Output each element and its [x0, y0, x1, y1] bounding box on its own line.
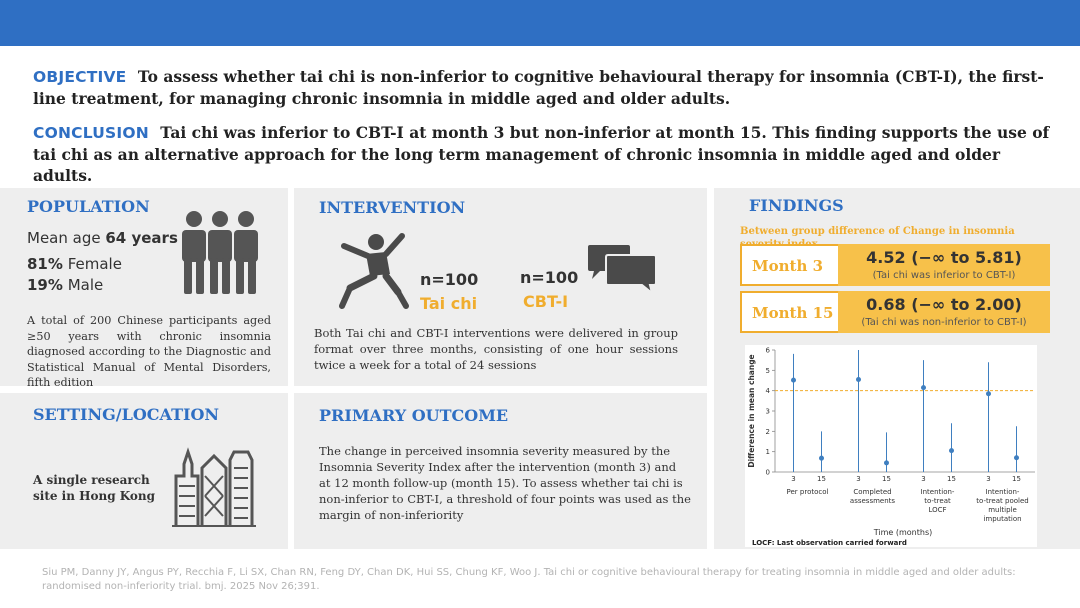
chart-y-tick-label: 6	[765, 346, 770, 355]
people-group-icon	[172, 206, 268, 298]
chart-group-label: Per protocol	[786, 488, 829, 496]
chart-point	[986, 391, 991, 396]
chart-y-tick-label: 5	[765, 366, 770, 375]
outcome-description: The change in perceived insomnia severity measured by the Insomnia Severity Index after the intervention (month 3) and at 12 month follow-up (month 15). To assess whether tai chi is non-inferior to CBT-I, a threshold of four points was used as the margin of non-inferiority	[319, 444, 691, 522]
chart-x-axis-label: Time (months)	[873, 528, 933, 537]
result-value-box	[838, 244, 1050, 286]
male-pct: 19%	[27, 276, 63, 294]
taichi-n: n=100	[420, 270, 479, 289]
chart-x-tick-label: 3	[986, 475, 991, 483]
chart-x-tick-label: 3	[921, 475, 926, 483]
chart-group-label: Completed assessments	[849, 488, 896, 505]
cbti-label: CBT-I	[523, 292, 569, 311]
result-month-3	[740, 244, 1048, 286]
chart-y-tick-label: 2	[765, 427, 770, 436]
chart-y-axis-label: Difference in mean change	[747, 354, 756, 468]
conclusion-label: CONCLUSION	[33, 124, 149, 142]
chart-footnote: LOCF: Last observation carried forward	[752, 539, 907, 547]
chart-point	[1014, 455, 1019, 460]
chart-x-tick-label: 15	[817, 475, 826, 483]
chart-marks	[775, 350, 1035, 472]
skyline-icon	[172, 446, 256, 528]
female-line	[27, 255, 122, 273]
chart-group-label: Intention-to-treat pooled multiple imputation	[976, 488, 1029, 523]
result-value: 4.52 (−∞ to 5.81)	[866, 248, 1022, 267]
chart-group-label: Intention-to-treat LOCF	[920, 488, 955, 514]
chart-point	[856, 377, 861, 382]
population-description: A total of 200 Chinese participants aged ≥50 years with chronic insomnia diagnosed according to the Diagnostic and Statistical Manual of Mental Disorders, fifth edition	[27, 314, 271, 389]
result-note: (Tai chi was non-inferior to CBT-I)	[861, 317, 1027, 328]
conclusion-paragraph	[33, 122, 1053, 186]
chart-x-tick-label: 15	[947, 475, 956, 483]
mean-age-value: 64 years	[105, 229, 178, 247]
result-month-label: Month 3	[752, 257, 824, 275]
mean-age	[27, 229, 178, 247]
findings-chart	[745, 345, 1037, 547]
chart-x-tick-label: 3	[791, 475, 796, 483]
outcome-title: PRIMARY OUTCOME	[319, 406, 509, 425]
conclusion-text: Tai chi was inferior to CBT-I at month 3 but non-inferior at month 15. This finding supports the use of tai chi as an alternative approach for the long term management of chronic insomnia in middle aged and older adults.	[33, 123, 1050, 185]
objective-label: OBJECTIVE	[33, 68, 127, 86]
chart-x-tick-label: 15	[882, 475, 891, 483]
population-title: POPULATION	[27, 197, 150, 216]
chart-y-tick-label: 1	[765, 448, 770, 457]
chart-point	[949, 448, 954, 453]
objective-paragraph	[33, 66, 1053, 109]
tai-chi-figure-icon	[336, 230, 412, 310]
findings-chart-svg	[745, 345, 1037, 547]
male-line	[27, 276, 103, 294]
chart-y-tick-label: 0	[765, 468, 770, 477]
cbti-n: n=100	[520, 268, 579, 287]
chart-point	[791, 378, 796, 383]
mean-age-label: Mean age	[27, 229, 101, 247]
female-pct: 81%	[27, 255, 63, 273]
result-value: 0.68 (−∞ to 2.00)	[866, 295, 1022, 314]
chart-point	[819, 456, 824, 461]
objective-text: To assess whether tai chi is non-inferior to cognitive behavioural therapy for insomnia (CBT-I), the first-line treatment, for managing chronic insomnia in middle aged and older adults.	[33, 67, 1044, 108]
taichi-label: Tai chi	[420, 294, 478, 313]
intervention-title: INTERVENTION	[319, 198, 466, 217]
result-value-box	[838, 291, 1050, 333]
male-label: Male	[67, 276, 104, 294]
findings-title: FINDINGS	[749, 196, 844, 215]
citation: Siu PM, Danny JY, Angus PY, Recchia F, Li SX, Chan RN, Feng DY, Chan DK, Hui SS, Chung KF, Woo J. Tai chi or cognitive behavioural therapy for treating insomnia in middle aged and older adults: randomised non-inferiority trial. bmj. 2025 Nov 26;391.	[42, 567, 1016, 592]
setting-text: A single research site in Hong Kong	[33, 473, 156, 503]
result-note: (Tai chi was inferior to CBT-I)	[872, 270, 1016, 281]
summary-section	[33, 66, 1053, 199]
chart-y-tick-label: 4	[765, 387, 770, 396]
chart-x-tick-label: 3	[856, 475, 861, 483]
chart-point	[884, 460, 889, 465]
intervention-description: Both Tai chi and CBT-I interventions were delivered in group format over three months, consisting of one hour sessions twice a week for a total of 24 sessions	[314, 326, 678, 372]
chart-y-tick-label: 3	[765, 407, 770, 416]
chart-x-tick-label: 15	[1012, 475, 1021, 483]
speech-bubbles-icon	[586, 243, 658, 295]
result-month-15	[740, 291, 1048, 333]
chart-point	[921, 385, 926, 390]
findings-subtitle: Between group difference of Change in insomnia	[740, 226, 1015, 237]
setting-title: SETTING/LOCATION	[33, 405, 220, 424]
chart-axes	[766, 347, 1035, 524]
result-month-label: Month 15	[752, 304, 834, 322]
female-label: Female	[67, 255, 122, 273]
header-bar	[0, 0, 1080, 46]
